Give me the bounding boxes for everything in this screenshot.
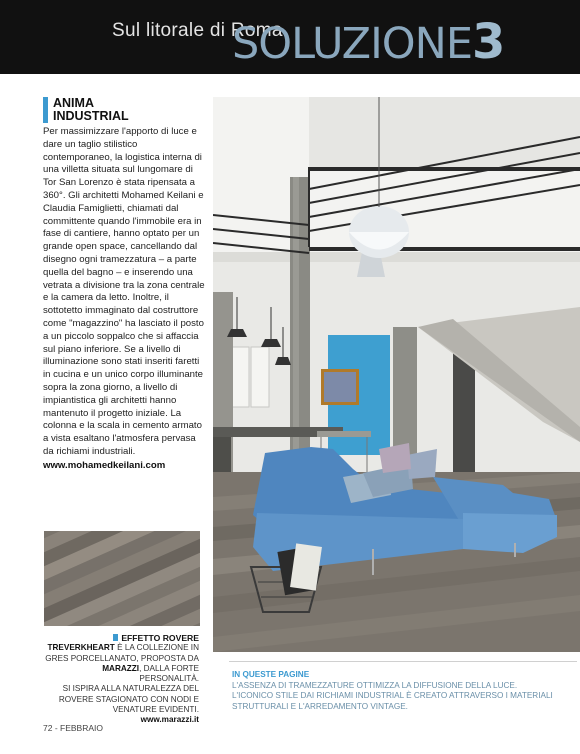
photo-caption-line3: STRUTTURALI E L'ARREDAMENTO VINTAGE. bbox=[232, 701, 408, 711]
magazine-header bbox=[0, 0, 580, 74]
article-website-link[interactable]: www.mohamedkeilani.com bbox=[43, 459, 166, 471]
interior-photo-illustration bbox=[213, 97, 580, 652]
page-folio: 72 - FEBBRAIO bbox=[43, 723, 103, 733]
photo-caption-heading: IN QUESTE PAGINE bbox=[232, 670, 310, 679]
photo-caption-rule bbox=[229, 661, 577, 662]
article-title-line2: INDUSTRIAL bbox=[53, 109, 129, 123]
article-body: Per massimizzare l'apporto di luce e dare un taglio stilistico contemporaneo, la logistica interna di una villetta situata sul lungomare di Tor San Lorenzo è stata ripensata a 360°. Gli architetti Mohamed Keilani e Claudia Famiglietti, chiamati dal committente quando l'immobile era in fase di cantiere, hanno optato per un grande open space, cancellando dal disegno ogni tramezzatura – a parte quella del bagno – e inserendo una vetrata a divisione tra la zona centrale e la camera da letto. Inoltre, il sottotetto immaginato dal costruttore come "magazzino" ha lasciato il posto a un piccolo soppalco che si affaccia sul piano inferiore. Se a livello di illuminazione sono stati inseriti faretti in cucina e un unico corpo illuminante sopra la zona giorno, a livello di impiantistica gli architetti hanno mantenuto il progetto iniziale. La colonna e la scala in cemento armato a vista esaltano l'atmosfera pervasa da richiami industriali. bbox=[43, 126, 205, 457]
product-caption-line5: ROVERE STAGIONATO CON NODI E bbox=[58, 694, 199, 704]
article-title bbox=[43, 97, 208, 123]
section-number: 3 bbox=[472, 14, 505, 70]
tile-sample-image bbox=[44, 531, 200, 626]
photo-caption bbox=[232, 670, 577, 712]
product-caption-line6: VENATURE EVIDENTI. bbox=[112, 705, 199, 715]
product-caption-line2: GRES PORCELLANATO, PROPOSTA DA bbox=[45, 653, 199, 663]
article bbox=[43, 97, 208, 471]
header-kicker: Sul litorale di Roma bbox=[112, 20, 283, 41]
product-website-link[interactable]: www.marazzi.it bbox=[140, 715, 199, 725]
section-title bbox=[232, 14, 505, 70]
product-caption-line1: TREVERKHEART È LA COLLEZIONE IN bbox=[47, 643, 199, 653]
product-caption bbox=[44, 633, 199, 726]
interior-photo bbox=[213, 97, 580, 652]
photo-caption-line2: L'ICONICO STILE DAI RICHIAMI INDUSTRIAL È CREATO ATTRAVERSO I MATERIALI bbox=[232, 691, 553, 700]
article-title-line1: ANIMA bbox=[53, 96, 94, 110]
product-caption-line3: MARAZZI, DALLA FORTE PERSONALITÀ. bbox=[102, 663, 199, 684]
product-caption-heading: EFFETTO ROVERE bbox=[44, 633, 199, 643]
product-caption-line4: SI ISPIRA ALLA NATURALEZZA DEL bbox=[62, 684, 199, 694]
photo-caption-line1: L'ASSENZA DI TRAMEZZATURE OTTIMIZZA LA DIFFUSIONE DELLA LUCE. bbox=[232, 680, 518, 690]
section-word: SOLUZIONE bbox=[232, 19, 472, 69]
